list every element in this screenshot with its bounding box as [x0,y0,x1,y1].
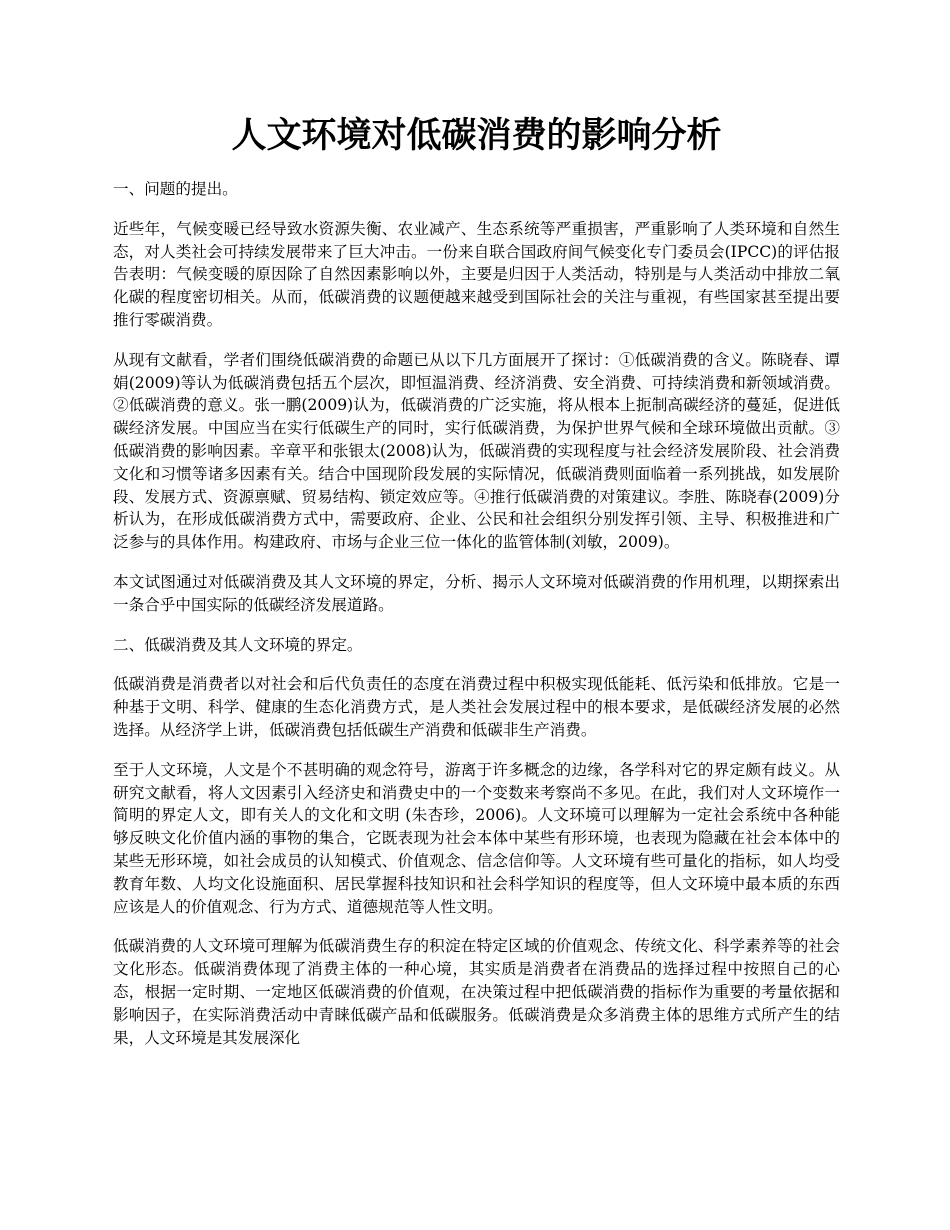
document-page [113,112,840,1066]
paragraph: 从现有文献看，学者们围绕低碳消费的命题已从以下几方面展开了探讨：①低碳消费的含义。陈晓春、谭娟(2009)等认为低碳消费包括五个层次，即恒温消费、经济消费、安全消费、可持续消费和新领域消费。②低碳消费的意义。张一鹏(2009)认为，低碳消费的广泛实施，将从根本上扼制高碳经济的蔓延，促进低碳经济发展。中国应当在实行低碳生产的同时，实行低碳消费，为保护世界气候和全球环境做出贡献。③低碳消费的影响因素。辛章平和张银太(2008)认为，低碳消费的实现程度与社会经济发展阶段、社会消费文化和习惯等诸多因素有关。结合中国现阶段发展的实际情况，低碳消费则面临着一系列挑战，如发展阶段、发展方式、资源禀赋、贸易结构、锁定效应等。④推行低碳消费的对策建议。李胜、陈晓春(2009)分析认为，在形成低碳消费方式中，需要政府、企业、公民和社会组织分别发挥引领、主导、积极推进和广泛参与的具体作用。构建政府、市场与企业三位一体化的监管体制(刘敏，2009)。 [113,350,840,552]
paragraph: 低碳消费的人文环境可理解为低碳消费生存的积淀在特定区域的价值观念、传统文化、科学素养等的社会文化形态。低碳消费体现了消费主体的一种心境，其实质是消费者在消费品的选择过程中按照自己的心态，根据一定时期、一定地区低碳消费的价值观，在决策过程中把低碳消费的指标作为重要的考量依据和影响因子，在实际消费活动中青睐低碳产品和低碳服务。低碳消费是众多消费主体的思维方式所产生的结果，人文环境是其发展深化 [113,937,840,1047]
section-heading-2: 二、低碳消费及其人文环境的界定。 [113,635,363,654]
paragraph: 本文试图通过对低碳消费及其人文环境的界定，分析、揭示人文环境对低碳消费的作用机理，以期探索出一条合乎中国实际的低碳经济发展道路。 [113,572,840,614]
document-title: 人文环境对低碳消费的影响分析 [231,115,722,156]
paragraph: 至于人文环境，人文是个不甚明确的观念符号，游离于许多概念的边缘，各学科对它的界定颇有歧义。从研究文献看，将人文因素引入经济史和消费史中的一个变数来考察尚不多见。在此，我们对人文环境作一简明的界定人文，即有关人的文化和文明 (朱杏珍，2006)。人文环境可以理解为一定社会系统中各种能够反映文化价值内涵的事物的集合，它既表现为社会本体中某些有形环境，也表现为隐藏在社会本体中的某些无形环境，如社会成员的认知模式、价值观念、信念信仰等。人文环境有些可量化的指标，如人均受教育年数、人均文化设施面积、居民掌握科技知识和社会科学知识的程度等，但人文环境中最本质的东西应该是人的价值观念、行为方式、道德规范等人性文明。 [113,760,840,916]
paragraph: 低碳消费是消费者以对社会和后代负责任的态度在消费过程中积极实现低能耗、低污染和低排放。它是一种基于文明、科学、健康的生态化消费方式，是人类社会发展过程中的根本要求，是低碳经济发展的必然选择。从经济学上讲，低碳消费包括低碳生产消费和低碳非生产消费。 [113,675,840,739]
section-heading-1: 一、问题的提出。 [113,180,238,198]
paragraph: 近些年，气候变暖已经导致水资源失衡、农业减产、生态系统等严重损害，严重影响了人类环境和自然生态，对人类社会可持续发展带来了巨大冲击。一份来自联合国政府间气候变化专门委员会(IPCC)的评估报告表明：气候变暖的原因除了自然因素影响以外，主要是归因于人类活动，特别是与人类活动中排放二氧化碳的程度密切相关。从而，低碳消费的议题便越来越受到国际社会的关注与重视，有些国家甚至提出要推行零碳消费。 [113,219,840,329]
